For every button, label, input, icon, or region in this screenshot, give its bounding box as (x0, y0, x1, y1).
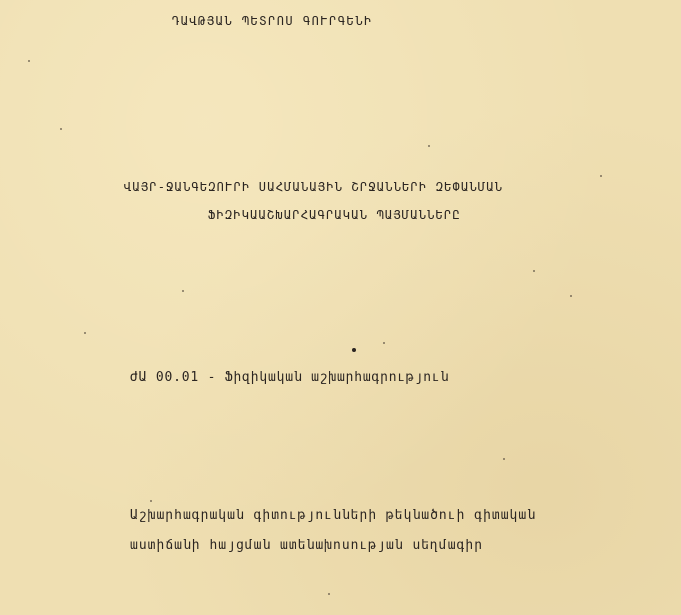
paper-speck (383, 342, 385, 344)
bullet-mark (352, 348, 356, 352)
paper-speck (84, 332, 86, 334)
paper-speck (60, 128, 62, 130)
paper-speck (150, 500, 152, 502)
specialty-code: ԺԱ 00.01 - Ֆիզիկական աշխարհագրություն (130, 370, 450, 385)
paper-speck (182, 290, 184, 292)
paper-speck (600, 175, 602, 177)
paper-speck (503, 458, 505, 460)
paper-speck (328, 593, 330, 595)
paper-speck (428, 145, 430, 147)
author-name: ԴԱՎԹՅԱՆ ՊԵՏՐՈՍ ԳՈՒՐԳԵՆԻ (172, 14, 373, 28)
thesis-title-line-2: ՖԻԶԻԿԱԱՇԽԱՐՀԱԳՐԱԿԱՆ ՊԱՅՄԱՆՆԵՐԸ (208, 208, 461, 222)
paper-speck (570, 295, 572, 297)
paper-speck (533, 270, 535, 272)
degree-statement-line-2: աստիճանի հայցման ատենախոսության սեղմագիր (130, 538, 484, 553)
degree-statement-line-1: Աշխարհագրական գիտությունների թեկնածուի գիտական (130, 508, 537, 523)
thesis-title-line-1: ՎԱՅՐ-ՋԱՆԳԵԶՈՒՐԻ ՍԱՀՄԱՆԱՅԻՆ ՇՐՋԱՆՆԵՐԻ ԶԵՓԱՆՄԱՆ (124, 180, 504, 194)
paper-speck (28, 60, 30, 62)
